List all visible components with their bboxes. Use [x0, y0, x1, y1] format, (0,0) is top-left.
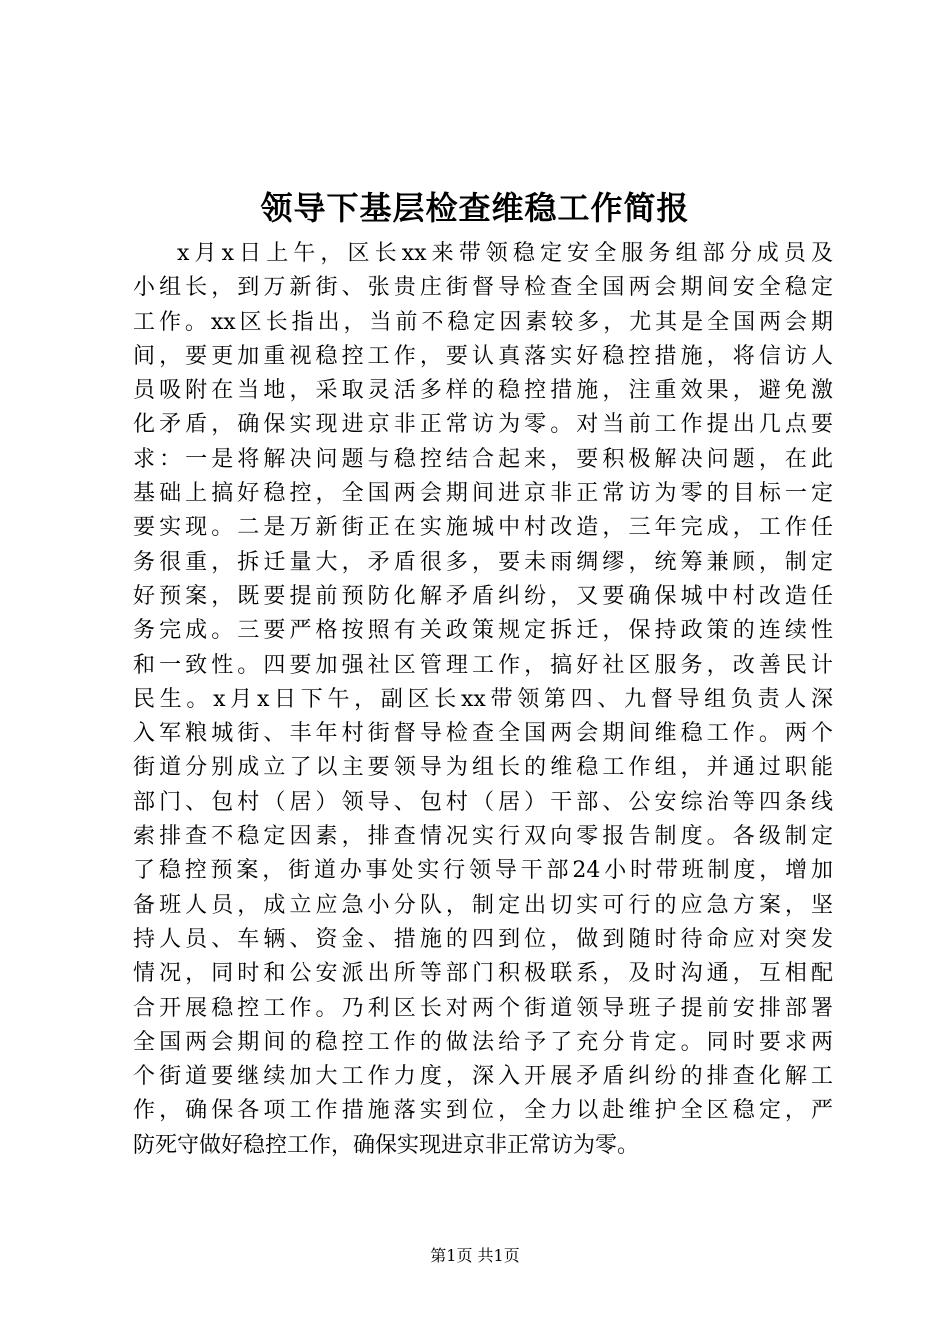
- body-line: 作，确保各项工作措施落实到位，全力以赴维护全区稳定，严: [133, 1098, 833, 1124]
- body-line: 间，要更加重视稳控工作，要认真落实好稳控措施，将信访人: [133, 343, 833, 369]
- body-line: 民生。x月x日下午，副区长xx带领第四、九督导组负责人深: [133, 686, 833, 712]
- body-line: 全国两会期间的稳控工作的做法给予了充分肯定。同时要求两: [133, 1029, 833, 1055]
- body-line: 化矛盾，确保实现进京非正常访为零。对当前工作提出几点要: [133, 412, 833, 438]
- body-line: 员吸附在当地，采取灵活多样的稳控措施，注重效果，避免激: [133, 378, 833, 404]
- page-number-footer: 第1页 共1页: [430, 1246, 520, 1265]
- body-line: 个街道要继续加大工作力度，深入开展矛盾纠纷的排查化解工: [133, 1064, 833, 1090]
- body-line: 工作。xx区长指出，当前不稳定因素较多，尤其是全国两会期: [133, 309, 833, 335]
- body-line: 防死守做好稳控工作，确保实现进京非正常访为零。: [133, 1132, 640, 1158]
- body-line: 入军粮城街、丰年村街督导检查全国两会期间维稳工作。两个: [133, 721, 833, 747]
- body-line: 部门、包村（居）领导、包村（居）干部、公安综治等四条线: [133, 789, 833, 815]
- document-title: 领导下基层检查维稳工作简报: [260, 189, 690, 227]
- body-line: 街道分别成立了以主要领导为组长的维稳工作组，并通过职能: [133, 755, 833, 781]
- body-line: 务完成。三要严格按照有关政策规定拆迁，保持政策的连续性: [133, 618, 833, 644]
- body-line: 好预案，既要提前预防化解矛盾纠纷，又要确保城中村改造任: [133, 583, 833, 609]
- body-line: 基础上搞好稳控，全国两会期间进京非正常访为零的目标一定: [133, 481, 833, 507]
- body-line: 求：一是将解决问题与稳控结合起来，要积极解决问题，在此: [133, 446, 833, 472]
- body-line: 要实现。二是万新街正在实施城中村改造，三年完成，工作任: [133, 515, 833, 541]
- body-line: 索排查不稳定因素，排查情况实行双向零报告制度。各级制定: [133, 824, 833, 850]
- body-line: 合开展稳控工作。乃利区长对两个街道领导班子提前安排部署: [133, 995, 833, 1021]
- body-line: 了稳控预案，街道办事处实行领导干部24小时带班制度，增加: [133, 858, 833, 884]
- body-line: 务很重，拆迁量大，矛盾很多，要未雨绸缪，统筹兼顾，制定: [133, 549, 833, 575]
- body-line: 备班人员，成立应急小分队，制定出切实可行的应急方案，坚: [133, 892, 833, 918]
- body-line: 持人员、车辆、资金、措施的四到位，做到随时待命应对突发: [133, 926, 833, 952]
- body-line: 和一致性。四要加强社区管理工作，搞好社区服务，改善民计: [133, 652, 833, 678]
- document-body: [133, 237, 833, 1163]
- body-line: x月x日上午，区长xx来带领稳定安全服务组部分成员及: [177, 241, 833, 266]
- body-line: 小组长，到万新街、张贵庄街督导检查全国两会期间安全稳定: [133, 275, 833, 301]
- body-line: 情况，同时和公安派出所等部门积极联系，及时沟通，互相配: [133, 961, 833, 987]
